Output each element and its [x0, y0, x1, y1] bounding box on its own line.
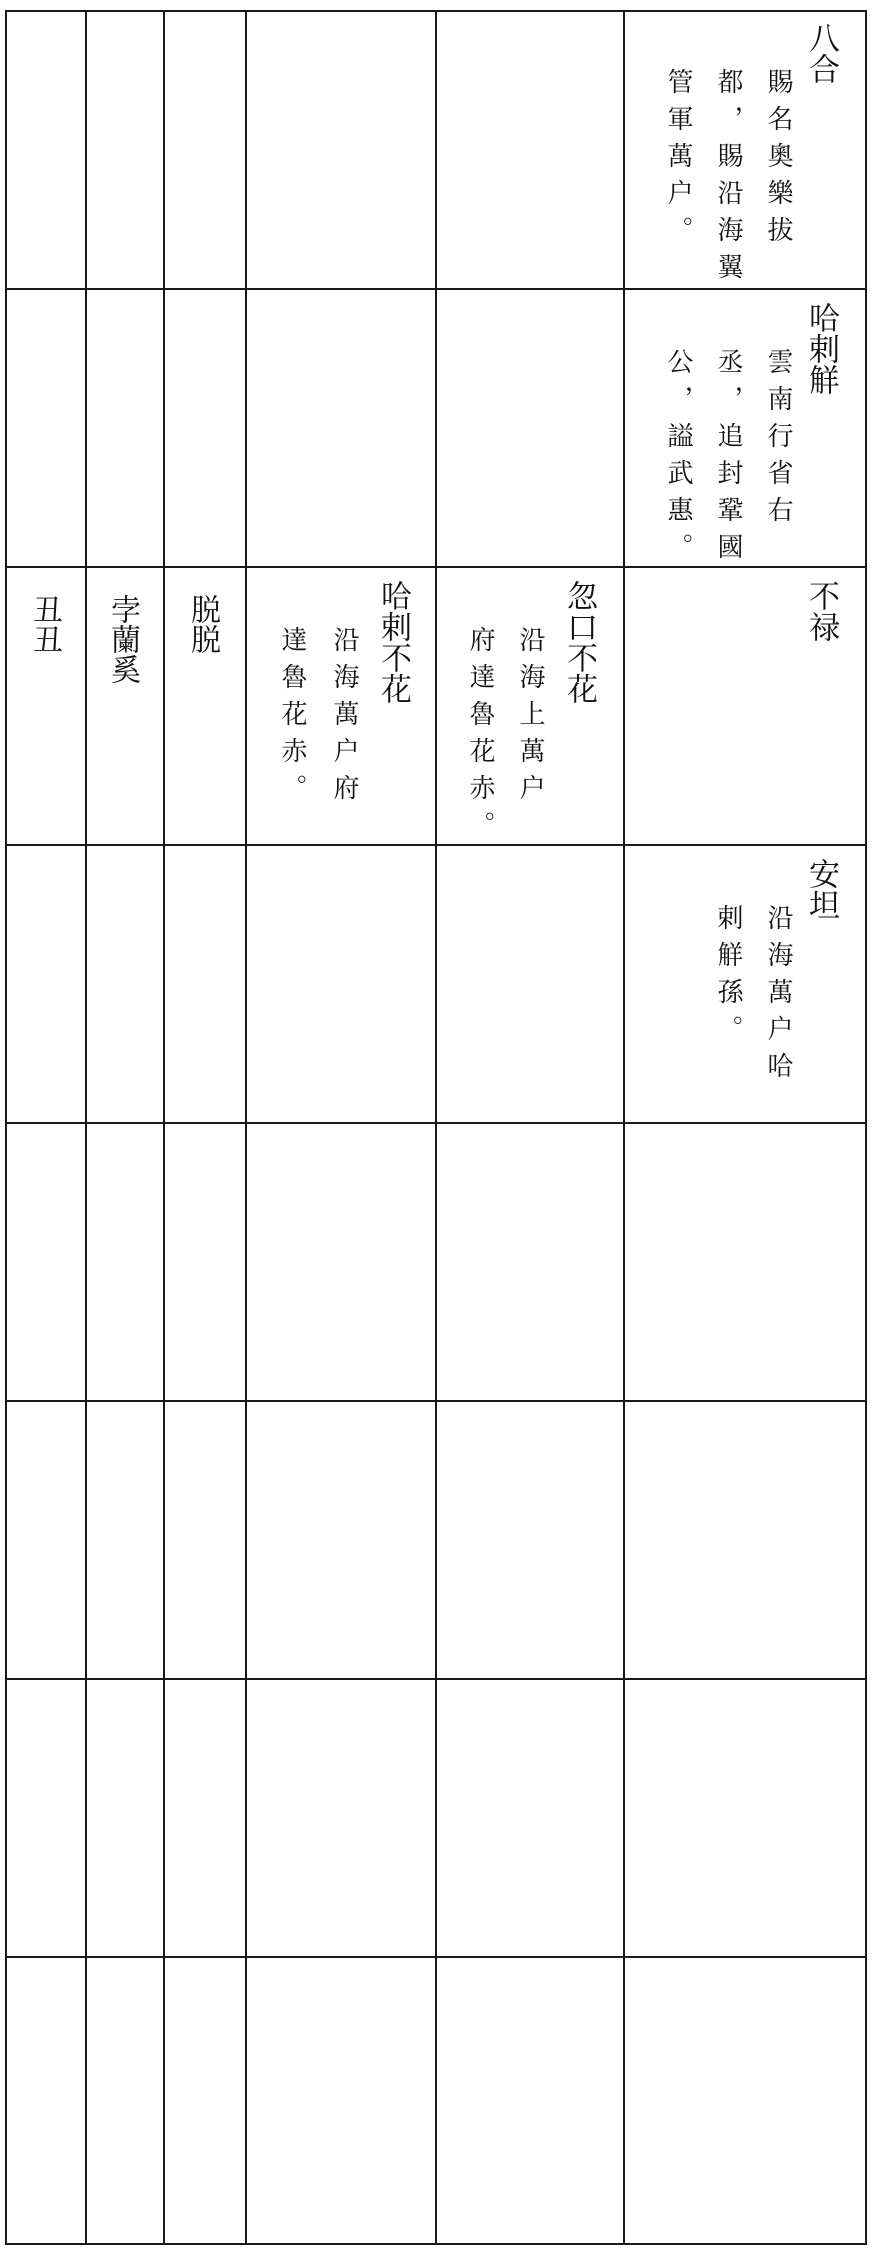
column-divider	[435, 10, 437, 2245]
row-divider	[5, 844, 867, 846]
entry-name: 忽口不花	[561, 580, 597, 704]
row-divider	[5, 1956, 867, 1958]
row-divider	[5, 1400, 867, 1402]
column-divider	[245, 10, 247, 2245]
entry-note-line: 沿海萬户府	[329, 626, 359, 811]
row-divider	[5, 1122, 867, 1124]
entry-note-line: 管軍萬户。	[663, 68, 693, 253]
entry-note-line: 賜名奧樂拔	[763, 68, 793, 253]
entry-name: 孛蘭奚	[105, 594, 140, 684]
entry-note-line: 都，賜沿海翼	[713, 68, 743, 290]
entry-note-line: 沿海萬户哈	[763, 904, 793, 1089]
column-divider	[163, 10, 165, 2245]
entry-note-line: 府達魯花赤。	[465, 626, 495, 848]
entry-note-line: 公，謚武惠。	[663, 348, 693, 570]
column-divider	[623, 10, 625, 2245]
entry-name: 丑丑	[27, 594, 62, 654]
entry-note-line: 雲南行省右	[763, 348, 793, 533]
entry-name: 哈剌不花	[375, 580, 411, 704]
entry-name: 哈剌觧	[803, 302, 839, 395]
entry-name: 八合	[803, 22, 839, 84]
row-divider	[5, 1678, 867, 1680]
column-divider	[85, 10, 87, 2245]
entry-note-line: 丞，追封鞏國	[713, 348, 743, 570]
entry-name: 安坦	[803, 858, 839, 920]
genealogy-table	[5, 10, 867, 2245]
entry-note-line: 達魯花赤。	[277, 626, 307, 811]
entry-name: 脱脱	[185, 594, 220, 654]
entry-note-line: 沿海上萬户	[515, 626, 545, 811]
entry-name: 不禄	[803, 580, 839, 642]
entry-note-line: 剌觧孫。	[713, 904, 743, 1052]
